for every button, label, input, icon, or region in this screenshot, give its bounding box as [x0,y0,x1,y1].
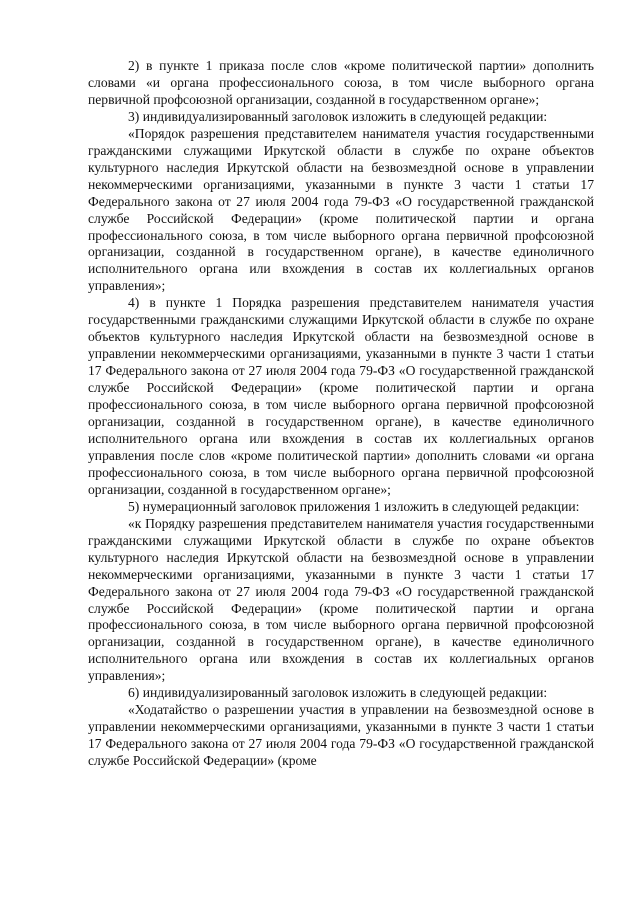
paragraph-item-2: 2) в пункте 1 приказа после слов «кроме политической партии» дополнить словами «и органа профессионального союза, в том числе выборного органа первичной профсоюзной организации, созданной в государственном органе»; [88,58,594,107]
paragraph-item-4: 4) в пункте 1 Порядка разрешения представителем нанимателя участия государственными гражданскими служащими Иркутской области в службе по охране объектов культурного наследия Иркутской области на безвозмездной основе в управлении некоммерческими организациями, указанными в пункте 3 части 1 статьи 17 Федерального закона от 27 июля 2004 года 79-ФЗ «О государственной гражданской службе Российской Федерации» (кроме политической партии и органа профессионального союза, в том числе выборного органа первичной профсоюзной организации, созданной в государственном органе), в качестве единоличного исполнительного органа или вхождения в состав их коллегиальных органов управления после слов «кроме политической партии» дополнить словами «и органа профессионального союза, в том числе выборного органа первичной профсоюзной организации, созданной в государственном органе»; [88,295,594,497]
paragraph-item-5: 5) нумерационный заголовок приложения 1 изложить в следующей редакции: [128,498,580,514]
document-page [88,58,594,770]
quoted-appendix-heading: «к Порядку разрешения представителем нанимателя участия государственными гражданскими служащими Иркутской области в службе по охране объектов культурного наследия Иркутской области на безвозмездной основе в управлении некоммерческими организациями, указанными в пункте 3 части 1 статьи 17 Федерального закона от 27 июля 2004 года 79-ФЗ «О государственной гражданской службе Российской Федерации» (кроме политической партии и органа профессионального союза, в том числе выборного органа первичной профсоюзной организации, созданной в государственном органе), в качестве единоличного исполнительного органа или вхождения в состав их коллегиальных органов управления»; [88,515,594,684]
quoted-heading-procedure: «Порядок разрешения представителем нанимателя участия государственными гражданскими служащими Иркутской области в службе по охране объектов культурного наследия Иркутской области на безвозмездной основе в управлении некоммерческими организациями, указанными в пункте 3 части 1 статьи 17 Федерального закона от 27 июля 2004 года 79-ФЗ «О государственной гражданской службе Российской Федерации» (кроме политической партии и органа профессионального союза, в том числе выборного органа первичной профсоюзной организации, созданной в государственном органе), в качестве единоличного исполнительного органа или вхождения в состав их коллегиальных органов управления»; [88,125,594,294]
paragraph-item-3: 3) индивидуализированный заголовок изложить в следующей редакции: [128,108,548,124]
quoted-petition-heading: «Ходатайство о разрешении участия в управлении на безвозмездной основе в управлении некоммерческими организациями, указанными в пункте 3 части 1 статьи 17 Федерального закона от 27 июля 2004 года 79-ФЗ «О государственной гражданской службе Российской Федерации» (кроме [88,702,594,769]
paragraph-item-6: 6) индивидуализированный заголовок изложить в следующей редакции: [128,685,548,701]
